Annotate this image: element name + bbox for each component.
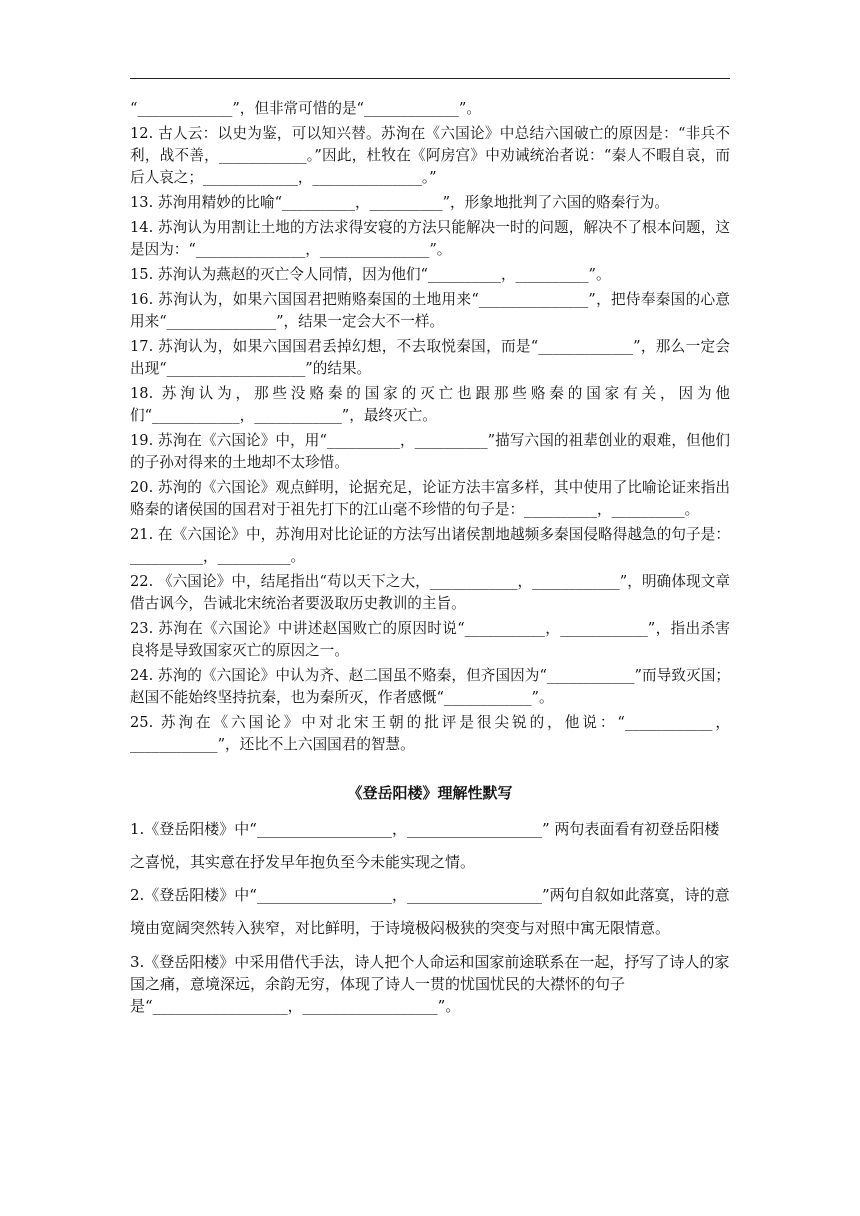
question-item: 2.《登岳阳楼》中“__________________，__________________”两句自叙如此落寞，诗的意境由宽阔突然转入狭窄，对比鲜明，于诗境极闷极狭的突变与对照中寓无限情意。 (130, 886, 730, 937)
question-item: 16. 苏洵认为，如果六国国君把贿赂秦国的土地用来“_______________”，把侍奉秦国的心意用来“_______________”，结果一定会大不一样。 (130, 291, 730, 330)
question-item: 23. 苏洵在《六国论》中讲述赵国败亡的原因时说“___________，____________”，指出杀害良将是导致国家灭亡的原因之一。 (130, 620, 730, 659)
question-item: 19. 苏洵在《六国论》中，用“__________，__________”描写六国的祖辈创业的艰难，但他们的子孙对得来的土地却不太珍惜。 (130, 432, 730, 471)
question-item: 1.《登岳阳楼》中“__________________，__________________” 两句表面看有初登岳阳楼之喜悦，其实意在抒发早年抱负至今未能实现之情。 (130, 820, 720, 871)
document-body (130, 98, 730, 1017)
question-item: “_____________”，但非常可惜的是“_____________”。 (130, 100, 481, 117)
question-item: 20. 苏洵的《六国论》观点鲜明，论据充足，论证方法丰富多样，其中使用了比喻论证来指出赂秦的诸侯国的国君对于祖先打下的江山毫不珍惜的句子是：__________，__________。 (130, 479, 730, 518)
question-item: 13. 苏洵用精妙的比喻“__________，__________”，形象地批判了六国的赂秦行为。 (130, 194, 669, 211)
question-item: 3.《登岳阳楼》中采用借代手法，诗人把个人命运和国家前途联系在一起，抒写了诗人的家国之痛，意境深远，余韵无穷，体现了诗人一贯的忧国忧民的大襟怀的句子是“__________________，__________________”。 (130, 953, 730, 1015)
question-item: 22. 《六国论》中，结尾指出“苟以天下之大，____________，____________”，明确体现文章借古讽今，告诫北宋统治者要汲取历史教训的主旨。 (130, 573, 730, 612)
question-item: 12. 古人云：以史为鉴，可以知兴替。苏洵在《六国论》中总结六国破亡的原因是：“非兵不利，战不善，____________。”因此，杜牧在《阿房宫》中劝诫统治者说：“秦人不暇自哀，而后人哀之；_____________，_______________。” (130, 125, 730, 186)
question-item: 15. 苏洵认为燕赵的灭亡令人同情，因为他们“__________，__________”。 (130, 266, 611, 283)
section-title: 《登岳阳楼》理解性默写 (347, 784, 513, 802)
question-item: 21. 在《六国论》中，苏洵用对比论证的方法写出诸侯割地越频多秦国侵略得越急的句子是：__________，__________。 (130, 526, 730, 565)
question-item: 17. 苏洵认为，如果六国国君丢掉幻想，不去取悦秦国，而是“_____________”，那么一定会出现“___________________”的结果。 (130, 338, 730, 377)
question-item: 18. 苏洵认为，那些没赂秦的国家的灭亡也跟那些赂秦的国家有关，因为他们“____________，____________”，最终灭亡。 (130, 385, 730, 424)
question-item: 25. 苏洵在《六国论》中对北宋王朝的批评是很尖锐的，他说：“____________，____________”，还比不上六国国君的智慧。 (130, 714, 730, 753)
question-item: 24. 苏洵的《六国论》中认为齐、赵二国虽不赂秦，但齐国因为“____________”而导致灭国；赵国不能始终坚持抗秦，也为秦所灭，作者感慨“____________”。 (130, 667, 730, 706)
question-item: 14. 苏洵认为用割让土地的方法求得安寝的方法只能解决一时的问题，解决不了根本问题，这是因为：“_______________，_______________”。 (130, 219, 730, 258)
header-rule (130, 78, 730, 79)
